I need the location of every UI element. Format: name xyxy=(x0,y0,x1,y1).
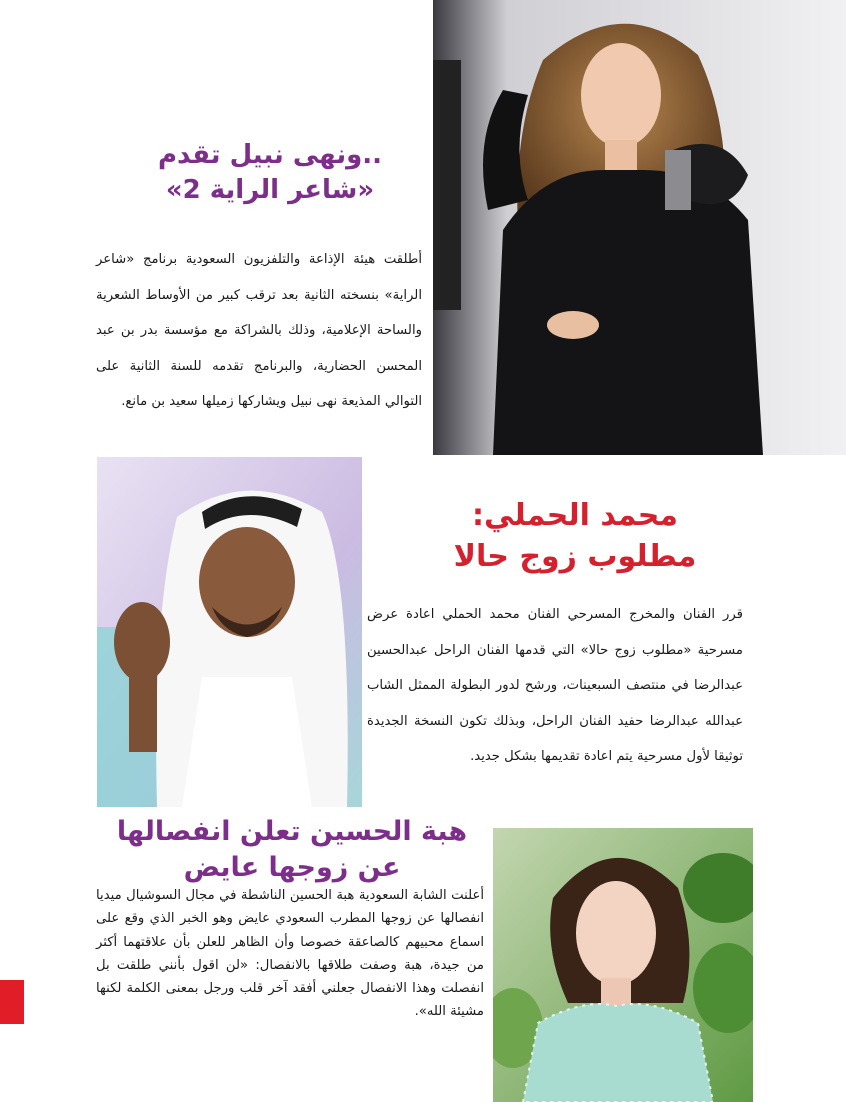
headline-line-1: ..ونهى نبيل تقدم xyxy=(158,140,382,170)
headline-line-2: «شاعر الراية 2» xyxy=(165,175,375,206)
photo-noha-nabil xyxy=(433,0,846,455)
article-heba-alhussein: أعلنت الشابة السعودية هبة الحسين الناشطة في مجال السوشيال ميديا انفصالها عن زوجها المطرب السعودي عايض وهو الخبر الذي وقع على اسماع محبيهم كالصاعقة خصوصا وأن الظاهر للعلن بأن علاقتهما أكثر من جيدة، هبة وصفت طلاقها بالانفصال: «لن اقول بأنني طلقت بل انفصلت وهذا الانفصال جعلني أفقد آخر قلب ورجل بمعنى الكلمة لكنها مشيئة الله». xyxy=(96,888,484,1020)
article-noha-nabil: أطلقت هيئة الإذاعة والتلفزيون السعودية برنامج «شاعر الراية» بنسخته الثانية بعد ترقب كبير من الأوساط الشعرية والساحة الإعلامية، وذلك بالشراكة مع مؤسسة بدر بن عبد المحسن الحضارية، والبرنامج تقدمه للسنة الثانية على التوالي المذيعة نهى نبيل ويشاركها زميلها سعيد بن مانع. xyxy=(96,252,422,409)
headline-line-2: عن زوجها عايض xyxy=(183,852,401,884)
headline-mohammed-alhamli xyxy=(425,496,725,577)
photo-mohammed-alhamli xyxy=(97,457,362,807)
headline-line-2: مطلوب زوج حالا xyxy=(453,538,697,574)
photo-heba-alhussein xyxy=(493,828,753,1102)
page-edge-accent xyxy=(0,980,24,1024)
headline-line-1: هبة الحسين تعلن انفصالها xyxy=(116,816,468,847)
headline-heba-alhussein xyxy=(92,814,492,887)
article-mohammed-alhamli: قرر الفنان والمخرج المسرحي الفنان محمد الحملي اعادة عرض مسرحية «مطلوب زوج حالا» التي قدمها الفنان الراحل عبدالحسين عبدالرضا في منتصف السبعينات، ورشح لدور البطولة الممثل الشاب عبدالله عبدالرضا حفيد الفنان الراحل، وبذلك تكون النسخة الجديدة توثيقا لأول مسرحية يتم اعادة تقديمها بشكل جديد. xyxy=(367,607,743,764)
headline-noha-nabil xyxy=(120,138,420,208)
headline-line-1: محمد الحملي: xyxy=(472,498,678,533)
